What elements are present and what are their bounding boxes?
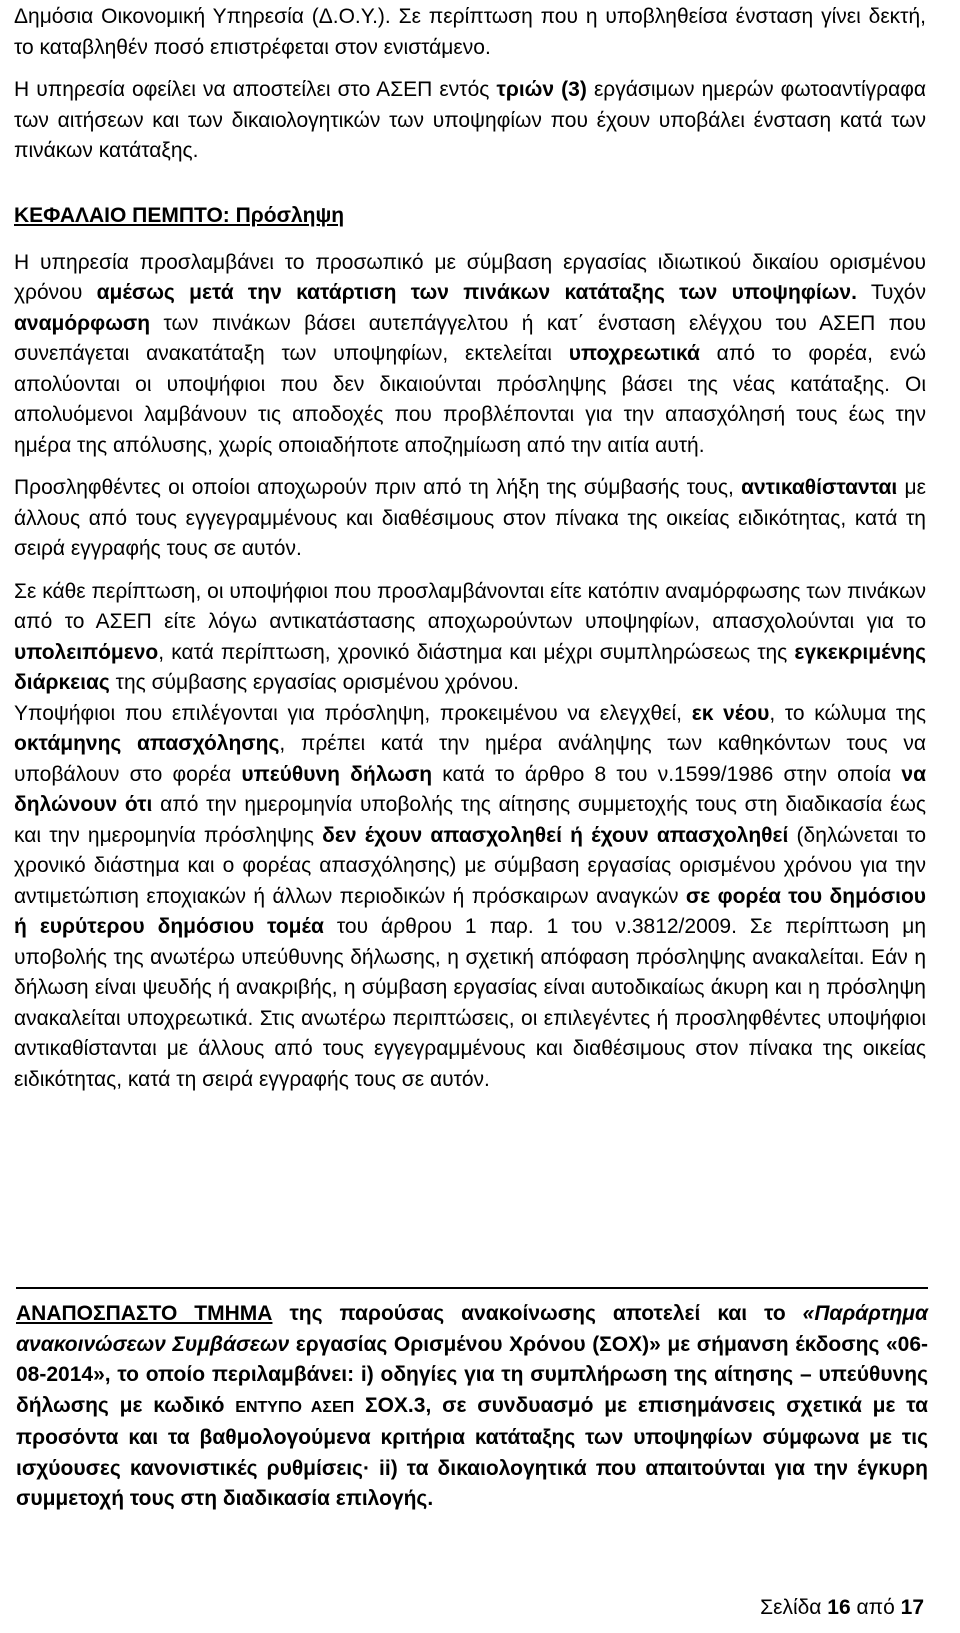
bold-run: οκτάμηνης απασχόλησης (14, 732, 280, 755)
small-caps-run: ΕΝΤΥΠΟ ΑΣΕΠ (235, 1398, 355, 1416)
paragraph-2 (14, 75, 926, 167)
bold-run: σε φορέα του δημόσιου ή ευρύτερου δημόσιου τομέα (14, 884, 926, 938)
text-run: (δηλώνεται το χρονικό διάστημα και ο φορέας απασχόλησης) με σύμβαση εργασίας ορισμένου χρόνου για την αντιμετώπιση εποχιακών ή άλλων περιοδικών ή πρόσκαιρων αναγκών (14, 823, 926, 908)
paragraph-6 (14, 699, 926, 1096)
page-total: 17 (900, 1596, 924, 1619)
text-run: από το φορέα, ενώ απολύονται οι υποψήφιοι που δεν δικαιούνται πρόσληψης βάσει της νέας κατάταξης. Οι απολυόμενοι λαμβάνουν τις αποδοχές που προβλέπονται για την απασχόλησή τους έως την ημέρα της απόλυσης, χωρίς οποιαδήποτε αποζημίωση από την αιτία αυτή. (14, 342, 926, 457)
paragraph-1-text: Δημόσια Οικονομική Υπηρεσία (Δ.Ο.Υ.). Σε περίπτωση που η υποβληθείσα ένσταση γίνει δεκτή, το καταβληθέν ποσό επιστρέφεται στον ενιστάμενο. (14, 5, 926, 59)
text-run: Σε κάθε περίπτωση, οι υποψήφιοι που προσλαμβάνονται είτε κατόπιν αναμόρφωσης των πινάκων από το ΑΣΕΠ είτε λόγω αντικατάστασης αποχωρούντων υποψηφίων, απασχολούνται για το (14, 579, 926, 633)
text-run: , κατά περίπτωση, χρονικό διάστημα και μέχρι συμπληρώσεως της (158, 640, 795, 664)
text-run: εργασίας Ορισμένου Χρόνου (ΣΟΧ)» με σήμανση έκδοσης «06-08-2014», το οποίο περιλαμβάνει: i) οδηγίες για τη συμπλήρωση της αίτησης – υπεύθυνης δήλωσης με κωδικό (16, 1332, 928, 1417)
paragraph-3 (14, 248, 926, 462)
text-run: Τυχόν (856, 281, 926, 304)
bold-run: αναμόρφωση (14, 311, 151, 335)
detachable-section-note (16, 1287, 928, 1515)
bold-run: τριών (3) (496, 78, 587, 101)
bold-run: αμέσως μετά την κατάρτιση των πινάκων κατάταξης των υποψηφίων. (96, 281, 857, 304)
bold-run: εκ νέου (691, 701, 770, 725)
text-run: των πινάκων βάσει αυτεπάγγελτου ή κατ΄ ένσταση ελέγχου του ΑΣΕΠ που συνεπάγεται ανακατάταξη των υποψηφίων, εκτελείται (14, 311, 926, 365)
paragraph-5 (14, 577, 926, 699)
text-run: από την ημερομηνία υποβολής της αίτησης συμμετοχής τους στη διαδικασία έως και την ημερομηνία πρόσληψης (14, 793, 926, 847)
text-run: , το κώλυμα της (769, 701, 927, 725)
bold-run: υποχρεωτικά (568, 342, 700, 365)
bold-run: υπολειπόμενο (14, 640, 159, 664)
footer-prefix: Σελίδα (760, 1596, 828, 1619)
footer-mid: από (850, 1596, 901, 1619)
text-run: του άρθρου 1 παρ. 1 του ν.3812/2009. Σε περίπτωση μη υποβολής της ανωτέρω υπεύθυνης δήλωσης, η σχετική απόφαση πρόσληψης ανακαλείται. Εάν η δήλωση είναι ψευδής ή ανακριβής, η σύμβαση εργασίας είναι αυτοδικαίως άκυρη και η πρόσληψη ανακαλείται υποχρεωτικά. Στις ανωτέρω περιπτώσεις, οι επιλεγέντες ή προσληφθέντες υποψήφιοι αντικαθίστανται με άλλους από τους εγγεγραμμένους και διαθέσιμους στον πίνακα της οικείας ειδικότητας, κατά τη σειρά εγγραφής τους σε αυτόν. (14, 915, 927, 1091)
bold-run: αντικαθίστανται (741, 476, 898, 499)
bold-run: να δηλώνουν ότι (14, 762, 926, 816)
text-run: εργάσιμων ημερών φωτοαντίγραφα των αιτήσεων και των δικαιολογητικών των υποψηφίων που έχουν υποβάλει ένσταση κατά των πινάκων κατάταξης. (14, 78, 927, 162)
text-run: ΣΟΧ.3, σε συνδυασμό με επισημάνσεις σχετικά με τα προσόντα και τα βαθμολογούμενα κριτήρια κατάταξης των υποψηφίων σύμφωνα με τις ισχύουσες κανονιστικές ρυθμίσεις· ii) τα δικαιολογητικά που απαιτούνται για την έγκυρη συμμετοχή τους στη διαδικασία επιλογής. (16, 1393, 928, 1510)
text-run: , πρέπει κατά την ημέρα ανάληψης των καθηκόντων τους να υποβάλουν στο φορέα (14, 732, 926, 786)
italic-run: «Παράρτημα ανακοινώσεων Συμβάσεων (16, 1302, 928, 1356)
note-paragraph (16, 1299, 928, 1515)
paragraph-4 (14, 473, 926, 565)
text-run: της σύμβασης εργασίας ορισμένου χρόνου. (109, 671, 519, 694)
bold-run: υπεύθυνη δήλωση (241, 762, 433, 786)
bold-run: εγκεκριμένης διάρκειας (14, 640, 926, 694)
text-run: κατά το άρθρο 8 του ν.1599/1986 στην οποία (432, 762, 902, 786)
document-page (14, 0, 926, 1095)
page-number: 16 (827, 1596, 851, 1619)
text-run: Η υπηρεσία προσλαμβάνει το προσωπικό με σύμβαση εργασίας ιδιωτικού δικαίου ορισμένου χρόνου (14, 250, 926, 304)
bold-run: δεν έχουν απασχοληθεί ή έχουν απασχοληθεί (322, 823, 789, 847)
page-footer (760, 1596, 924, 1620)
text-run: Η υπηρεσία οφείλει να αποστείλει στο ΑΣΕΠ εντός (14, 78, 497, 101)
underlined-run: ΑΝΑΠΟΣΠΑΣΤΟ ΤΜΗΜΑ (16, 1302, 273, 1325)
text-run: με άλλους από τους εγγεγραμμένους και διαθέσιμους στον πίνακα της οικείας ειδικότητας, κατά τη σειρά εγγραφής τους σε αυτόν. (14, 476, 926, 560)
text-run: της παρούσας ανακοίνωσης αποτελεί και το (272, 1302, 803, 1325)
text-run: Προσληφθέντες οι οποίοι αποχωρούν πριν από τη λήξη της σύμβασής τους, (14, 476, 742, 499)
paragraph-1 (14, 2, 926, 63)
chapter-heading: ΚΕΦΑΛΑΙΟ ΠΕΜΠΤΟ: Πρόσληψη (14, 203, 345, 227)
text-run: Υποψήφιοι που επιλέγονται για πρόσληψη, προκειμένου να ελεγχθεί, (14, 701, 692, 725)
